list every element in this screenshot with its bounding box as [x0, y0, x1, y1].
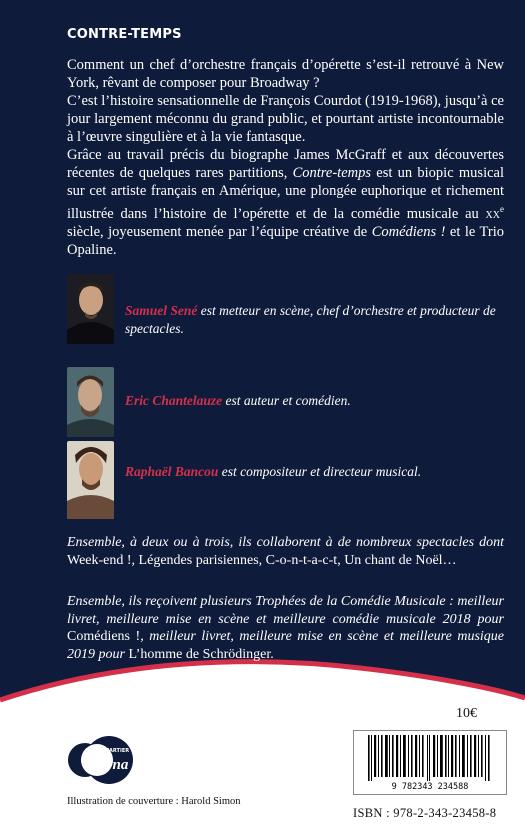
author-photo	[67, 367, 114, 437]
barcode-bars	[354, 731, 506, 794]
author-name: Samuel Sené	[125, 303, 198, 318]
author-bio: Samuel Sené est metteur en scène, chef d’orchestre et producteur de spectacles.	[125, 303, 496, 336]
barcode	[353, 730, 507, 795]
intro-paragraph-1: Comment un chef d’orchestre français d’opérette s’est-il retrouvé à New York, rêvant de composer pour Broadway ?	[67, 57, 504, 91]
cover-credit: Illustration de couverture : Harold Simon	[67, 796, 241, 807]
author-bio: Raphaël Bancou est compositeur et directeur musical.	[125, 464, 422, 479]
awards-paragraph: Ensemble, ils reçoivent plusieurs Trophées de la Comédie Musicale : meilleur livret, meilleure mise en scène et meilleure comédie musicale 2018 pour Comédiens !, meilleur livret, meilleure mise en scène et meilleure musique 2019 pour L’homme de Schrödinger.	[67, 594, 504, 662]
logo-small-text: QUARTIER	[100, 748, 130, 754]
author-name: Raphaël Bancou	[125, 464, 219, 479]
barcode-number: 9 782343 234588	[391, 782, 469, 792]
intro-paragraph-2: C’est l’histoire sensationnelle de François Courdot (1919-1968), jusqu’à ce jour largement méconnu du grand public, et pourtant artiste incontournable à l’œuvre singulière et à la vie fantasque.	[67, 93, 504, 145]
logo-big-text: Una	[101, 757, 129, 773]
author-photo	[67, 274, 114, 344]
isbn: ISBN : 978-2-343-23458-8	[353, 806, 497, 820]
intro-paragraph-3: Grâce au travail précis du biographe James McGraff et aux découvertes récentes de quelques rares partitions, Contre-temps est un biopic musical sur cet artiste français en Amérique, une plongée euphorique et richement illustrée dans l’histoire de l’opérette et de la comédie musicale au $xx^e$ siècle, joyeusement menée par l’équipe créative de Comédiens ! et le Trio Opaline.	[67, 147, 505, 258]
author-bio: Eric Chantelauze est auteur et comédien.	[125, 393, 351, 408]
book-title: CONTRE-TEMPS	[67, 27, 182, 42]
collaboration-paragraph: Ensemble, à deux ou à trois, ils collaborent à de nombreux spectacles dont Week-end !, Légendes parisiennes, C-o-n-t-a-c-t, Un chant de Noël…	[67, 535, 504, 568]
price: 10€	[456, 706, 477, 721]
author-name: Eric Chantelauze	[125, 393, 223, 408]
publisher-logo	[67, 733, 137, 787]
intro-text	[67, 56, 504, 259]
author-photo	[67, 441, 114, 519]
